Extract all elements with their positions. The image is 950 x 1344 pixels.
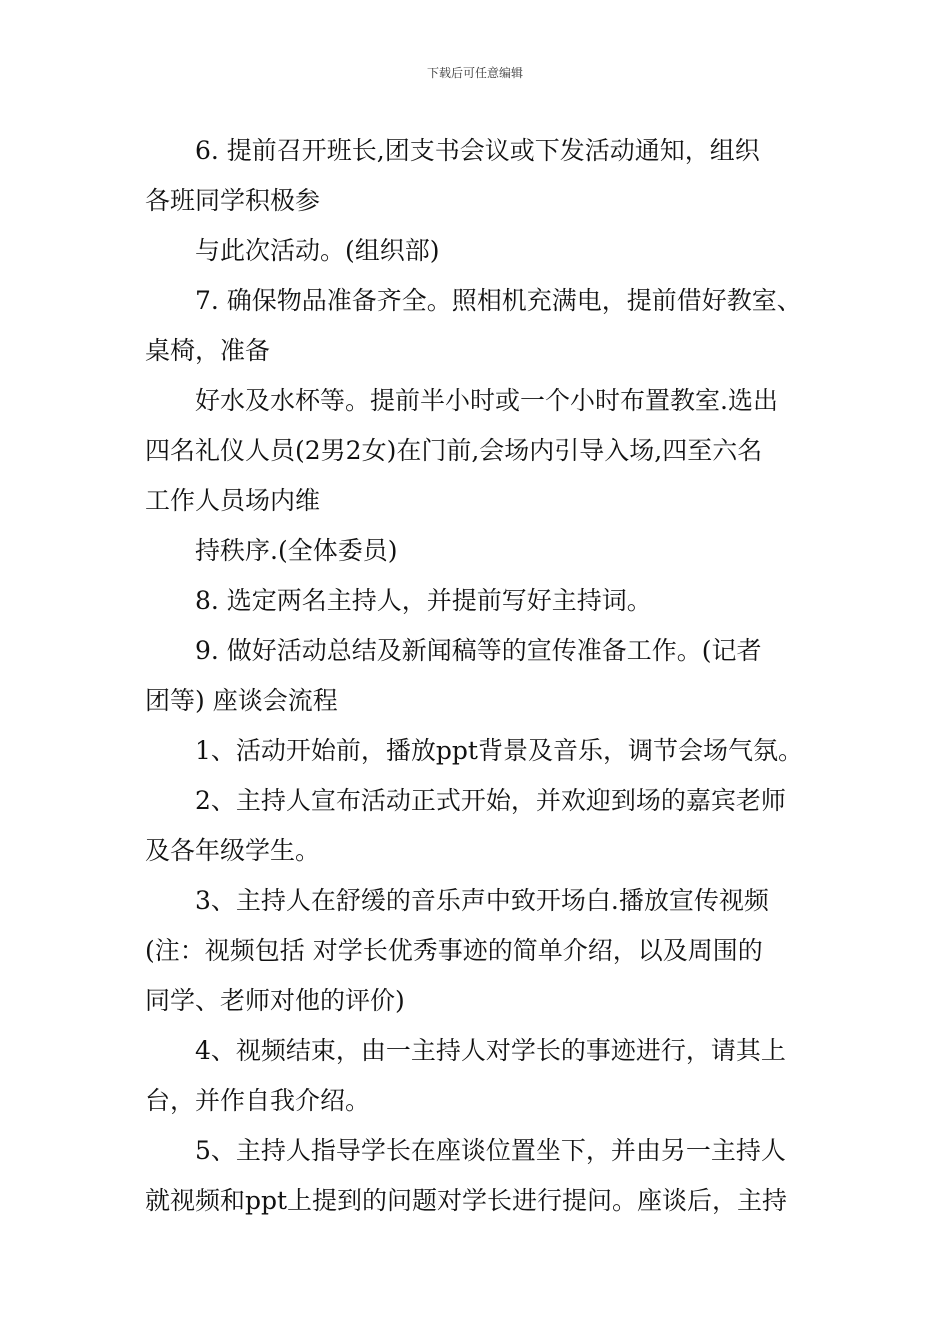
text-line: 各班同学积极参 bbox=[145, 186, 321, 215]
text-line: 及各年级学生。 bbox=[145, 836, 321, 865]
text-line: 四名礼仪人员(2男2女)在门前,会场内引导入场,四至六名 bbox=[145, 436, 763, 465]
text-line: 与此次活动。(组织部) bbox=[195, 236, 440, 265]
text-line: 5、主持人指导学长在座谈位置坐下，并由另一主持人 bbox=[195, 1136, 786, 1165]
text-line: 4、视频结束，由一主持人对学长的事迹进行，请其上 bbox=[195, 1036, 786, 1065]
text-line: (注：视频包括 对学长优秀事迹的简单介绍，以及周围的 bbox=[145, 936, 763, 965]
text-line: 台，并作自我介绍。 bbox=[145, 1086, 371, 1115]
text-line: 持秩序.(全体委员) bbox=[195, 536, 398, 565]
text-line: 好水及水杯等。提前半小时或一个小时布置教室.选出 bbox=[195, 386, 778, 415]
text-line: 1、活动开始前，播放ppt背景及音乐，调节会场气氛。 bbox=[195, 736, 803, 765]
document-body bbox=[145, 126, 810, 1226]
text-line: 3、主持人在舒缓的音乐声中致开场白.播放宣传视频 bbox=[195, 886, 769, 915]
text-line: 就视频和ppt上提到的问题对学长进行提问。座谈后，主持 bbox=[145, 1186, 788, 1215]
text-line: 桌椅，准备 bbox=[145, 336, 271, 365]
text-line: 9. 做好活动总结及新闻稿等的宣传准备工作。(记者 bbox=[195, 636, 762, 665]
text-line: 工作人员场内维 bbox=[145, 486, 321, 515]
text-line: 7. 确保物品准备齐全。照相机充满电，提前借好教室、 bbox=[195, 286, 802, 315]
text-line: 2、主持人宣布活动正式开始，并欢迎到场的嘉宾老师 bbox=[195, 786, 786, 815]
text-line: 6. 提前召开班长,团支书会议或下发活动通知，组织 bbox=[195, 136, 760, 165]
text-line: 团等) 座谈会流程 bbox=[145, 686, 338, 715]
text-line: 8. 选定两名主持人，并提前写好主持词。 bbox=[195, 586, 652, 615]
text-line: 同学、老师对他的评价) bbox=[145, 986, 405, 1015]
page-header: 下载后可任意编辑 bbox=[426, 66, 523, 80]
